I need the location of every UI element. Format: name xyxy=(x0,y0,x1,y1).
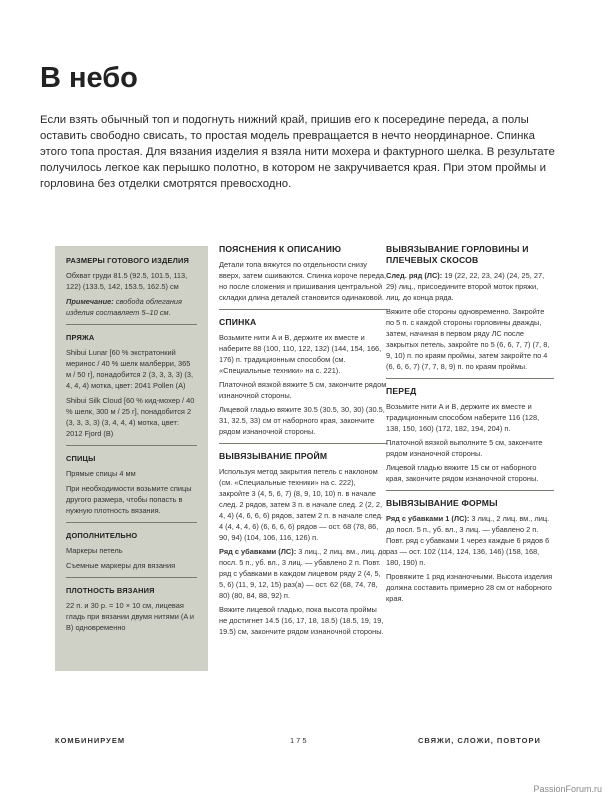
needles-text: Прямые спицы 4 мм xyxy=(66,469,136,478)
watermark: PassionForum.ru xyxy=(533,784,602,794)
armhole-bindoff: Используя метод закрытия петель с наклоном (см. «Специальные техники» на с. 222), закройте 3 (4, 5, 6, 7) (8, 9, 10, 10) п. в начале след. 2 рядов, затем 3 п. в начале след. 2 (2, 2, 4, 4) (4, 6, 6, 6) рядов, затем 2 п. в начале след. 4 (4, 4, 4, 6) (6, 6, 6, 6) рядов — ост. 68 (78, 86, 90, 94) (104, 106, 116, 126) п. xyxy=(219,467,383,542)
shaping-finish: Провяжите 1 ряд изнаночными. Высота изделия должна составить примерно 28 см от наборного края. xyxy=(386,572,553,603)
note-label: Примечание: xyxy=(66,297,114,306)
divider xyxy=(219,309,387,310)
yarn-b-text: Shibui Silk Cloud [60 % кид-мохер / 40 % шелк, 300 м / 25 г], понадобится 2 (3, 3, 3, 3) (3, 4, 4, 4) мотка, цвет: 2012 Fjord (B) xyxy=(66,396,195,438)
front-heading: ПЕРЕД xyxy=(386,386,417,396)
divider xyxy=(66,445,197,446)
back-stockinette: Лицевой гладью вяжите 30.5 (30.5, 30, 30) (30.5, 31, 32.5, 33) см от наборного края, закончите рядом изнаночной стороны. xyxy=(219,405,385,436)
next-row-label: След. ряд (ЛС): xyxy=(386,271,443,280)
armhole-decrease-row xyxy=(219,546,387,601)
extra-removable-markers: Съемные маркеры для вязания xyxy=(66,561,176,570)
notes-heading: ПОЯСНЕНИЯ К ОПИСАНИЮ xyxy=(219,244,342,254)
extra-heading: ДОПОЛНИТЕЛЬНО xyxy=(66,531,138,540)
yarn-heading: ПРЯЖА xyxy=(66,333,95,342)
extra-markers: Маркеры петель xyxy=(66,546,123,555)
instructions-column-1 xyxy=(219,244,387,640)
front-stockinette: Лицевой гладью вяжите 15 см от наборного края, закончите рядом изнаночной стороны. xyxy=(386,463,539,483)
sizes-heading: РАЗМЕРЫ ГОТОВОГО ИЗДЕЛИЯ xyxy=(66,256,190,265)
divider xyxy=(386,490,554,491)
page-title: В небо xyxy=(40,62,138,94)
neckline-next-row xyxy=(386,270,554,303)
divider xyxy=(66,324,197,325)
sizes-note xyxy=(66,296,197,318)
divider xyxy=(66,577,197,578)
notes-text: Детали топа вяжутся по отдельности снизу вверх, затем сшиваются. Спинка короче переда, но после сложения и пришивания центральной складки длина деталей становится одинаковой. xyxy=(219,260,387,302)
decrease-row-label: Ряд с убавками (ЛС): xyxy=(219,547,297,556)
footer-section-title: КОМБИНИРУЕМ xyxy=(55,736,126,745)
decrease-row-1-label: Ряд с убавками 1 (ЛС): xyxy=(386,514,470,523)
shaping-decrease-row xyxy=(386,513,554,568)
decrease-row-text: 3 лиц., 2 лиц. вм., лиц. до посл. 5 п., уб. вл., 3 лиц. — убавлено 2 п. Повт. ряд с убавками в каждом лицевом ряду 2 (4, 5, 5, 6) (11, 9, 12, 15) раз(а) — ост. 62 (68, 74, 78, 80) (80, 84, 88, 92) п. xyxy=(219,547,387,600)
armhole-continue: Вяжите лицевой гладью, пока высота проймы не достигнет 14.5 (16, 17, 18, 18.5) (18.5, 19, 19, 19.5) см, закончите рядом изнаночной стороны. xyxy=(219,605,384,636)
gauge-heading: ПЛОТНОСТЬ ВЯЗАНИЯ xyxy=(66,586,155,595)
gauge-text: 22 п. и 30 р. = 10 × 10 см, лицевая гладь при вязании двумя нитями (A и B) одновременно xyxy=(66,601,195,632)
neckline-shaping: Вяжите обе стороны одновременно. Закройте по 5 п. с каждой стороны горловины дважды, затем, начиная в первом ряду ЛС после закрытых петель, закройте по 5 (6, 6, 7, 7) (7, 8, 9, 10) п. по краям проймы, затем закройте по 4 (6, 6, 6, 7) (7, 7, 8, 9) п. по краям проймы. xyxy=(386,307,550,371)
back-heading: СПИНКА xyxy=(219,317,257,327)
instructions-column-2 xyxy=(386,244,554,607)
back-garter: Платочной вязкой вяжите 5 см, закончите рядом изнаночной стороны. xyxy=(219,380,387,400)
divider xyxy=(66,522,197,523)
footer-book-title: СВЯЖИ, СЛОЖИ, ПОВТОРИ xyxy=(418,736,541,745)
next-row-text: 19 (22, 22, 23, 24) (24, 25, 27, 29) лиц., присоедините второй моток пряжи, лиц. до конца ряда. xyxy=(386,271,545,302)
intro-paragraph: Если взять обычный топ и подогнуть нижний край, пришив его к посередине переда, а полы оставить свободно свисать, то простая модель превращается в нечто неординарное. Спинка этого топа простая. Для вязания изделия я взяла нити мохера и фактурного шелка. В результате получилось легкое как перышко полотно, в котором не закручивается края. При этом проймы и горловина без отделки смотрятся превосходно. xyxy=(40,114,555,190)
yarn-a-text: Shibui Lunar [60 % экстратонкий меринос / 40 % шелк малберри, 365 м / 50 г], понадобится 2 (3, 3, 3, 3) (3, 4, 4, 4) мотка, цвет: 2041 Pollen (A) xyxy=(66,348,194,390)
decrease-row-1-text: 3 лиц., 2 лиц. вм., лиц. до посл. 5 п., уб. вл., 3 лиц. — убавлено 2 п. Повт. ряд с убавками 1 через каждые 6 рядов 6 раз — ост. 102 (114, 124, 136, 146) (158, 168, 180, 190) п. xyxy=(386,514,550,567)
divider xyxy=(219,443,387,444)
needles-note: При необходимости возьмите спицы другого размера, чтобы попасть в нужную плотность вязания. xyxy=(66,484,192,515)
materials-sidebar xyxy=(55,246,208,671)
divider xyxy=(386,378,554,379)
note-text: свобода облегания изделия составляет 5–10 см. xyxy=(66,297,182,317)
front-garter: Платочной вязкой выполните 5 см, закончите рядом изнаночной стороны. xyxy=(386,438,543,458)
neckline-heading: ВЫВЯЗЫВАНИЕ ГОРЛОВИНЫ И ПЛЕЧЕВЫХ СКОСОВ xyxy=(386,244,529,265)
sizes-text: Обхват груди 81.5 (92.5, 101.5, 113, 122) (133.5, 142, 153.5, 162.5) см xyxy=(66,271,188,291)
needles-heading: СПИЦЫ xyxy=(66,454,96,463)
shaping-heading: ВЫВЯЗЫВАНИЕ ФОРМЫ xyxy=(386,498,498,508)
page-number: 175 xyxy=(290,736,309,745)
front-cast-on: Возьмите нити A и B, держите их вместе и традиционным способом наберите 116 (128, 138, 150, 160) (172, 182, 194, 204) п. xyxy=(386,402,540,433)
back-cast-on: Возьмите нити A и B, держите их вместе и наберите 88 (100, 110, 122, 132) (144, 154, 166, 176) п. традиционным способом (см. «Специальные техники» на с. 221). xyxy=(219,333,382,375)
armhole-heading: ВЫВЯЗЫВАНИЕ ПРОЙМ xyxy=(219,451,328,461)
